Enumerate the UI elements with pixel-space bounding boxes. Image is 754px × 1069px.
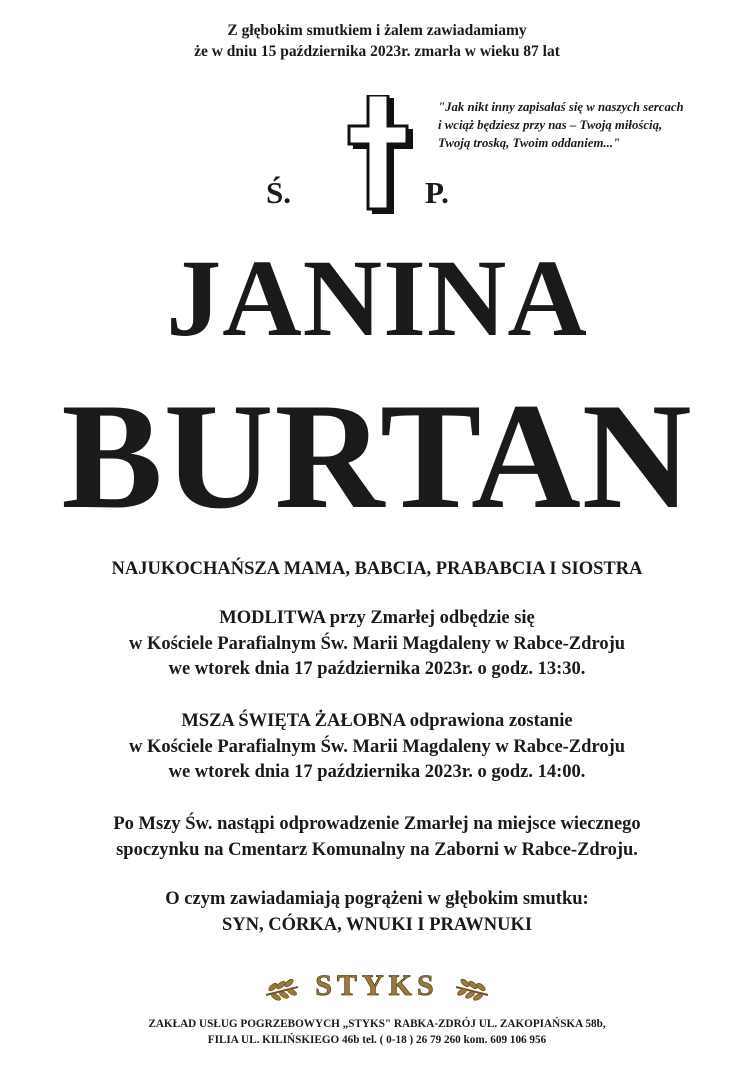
- intro-line-1: Z głębokim smutkiem i żalem zawiadamiamy: [227, 22, 527, 39]
- prayer-section: [0, 606, 754, 683]
- prayer-line-3: we wtorek dnia 17 października 2023r. o godz. 13:30.: [168, 659, 586, 679]
- quote-line-2: i wciąż będziesz przy nas – Twoją miłością,: [438, 118, 663, 132]
- cross-icon: [345, 95, 417, 215]
- mourners-section: [0, 887, 754, 938]
- funeral-home-footer: [0, 1016, 754, 1048]
- memorial-quote: [438, 98, 748, 152]
- prayer-line-2: w Kościele Parafialnym Św. Marii Magdaleny w Rabce-Zdroju: [128, 633, 626, 654]
- mass-line-1-rest: odprawiona zostanie: [405, 711, 573, 731]
- mass-line-1: [0, 709, 754, 735]
- mass-line-3: we wtorek dnia 17 października 2023r. o godz. 14:00.: [168, 762, 586, 782]
- prayer-line-1: [0, 606, 754, 632]
- quote-line-3: Twoją troską, Twoim oddaniem...": [438, 136, 621, 150]
- quote-line-1: "Jak nikt inny zapisałaś się w naszych sercach: [438, 100, 684, 114]
- laurel-branch-icon: [266, 978, 298, 1002]
- mass-line-2: w Kościele Parafialnym Św. Marii Magdaleny w Rabce-Zdroju: [128, 736, 626, 757]
- family-role-tagline: NAJUKOCHAŃSZA MAMA, BABCIA, PRABABCIA I SIOSTRA: [111, 559, 643, 579]
- mourners-line-2: SYN, CÓRKA, WNUKI I PRAWNUKI: [221, 914, 533, 935]
- laurel-branch-icon: [456, 978, 488, 1002]
- last-name: BURTAN: [61, 372, 693, 540]
- mass-section: [0, 709, 754, 786]
- sp-left: Ś.: [266, 175, 291, 210]
- styks-logo: [264, 965, 490, 1005]
- burial-section: [0, 812, 754, 863]
- logo-text: STYKS: [315, 969, 439, 1002]
- prayer-lead: MODLITWA: [219, 608, 326, 628]
- intro-line-2: że w dniu 15 października 2023r. zmarła w wieku 87 lat: [194, 43, 560, 60]
- prayer-line-1-rest: przy Zmarłej odbędzie się: [325, 608, 535, 628]
- burial-line-2: spoczynku na Cmentarz Komunalny na Zaborni w Rabce-Zdroju.: [116, 839, 638, 860]
- first-name: JANINA: [166, 237, 588, 359]
- mass-lead: MSZA ŚWIĘTA ŻAŁOBNA: [181, 711, 406, 731]
- intro-text: [0, 20, 754, 62]
- sp-right: P.: [425, 175, 449, 210]
- mourners-line-1: O czym zawiadamiają pogrążeni w głębokim smutku:: [165, 889, 589, 909]
- footer-line-2: FILIA UL. KILIŃSKIEGO 46b tel. ( 0-18 ) 26 79 260 kom. 609 106 956: [207, 1034, 547, 1046]
- footer-line-1: ZAKŁAD USŁUG POGRZEBOWYCH „STYKS" RABKA-ZDRÓJ UL. ZAKOPIAŃSKA 58b,: [148, 1018, 606, 1030]
- burial-line-1: Po Mszy Św. nastąpi odprowadzenie Zmarłej na miejsce wiecznego: [113, 814, 641, 834]
